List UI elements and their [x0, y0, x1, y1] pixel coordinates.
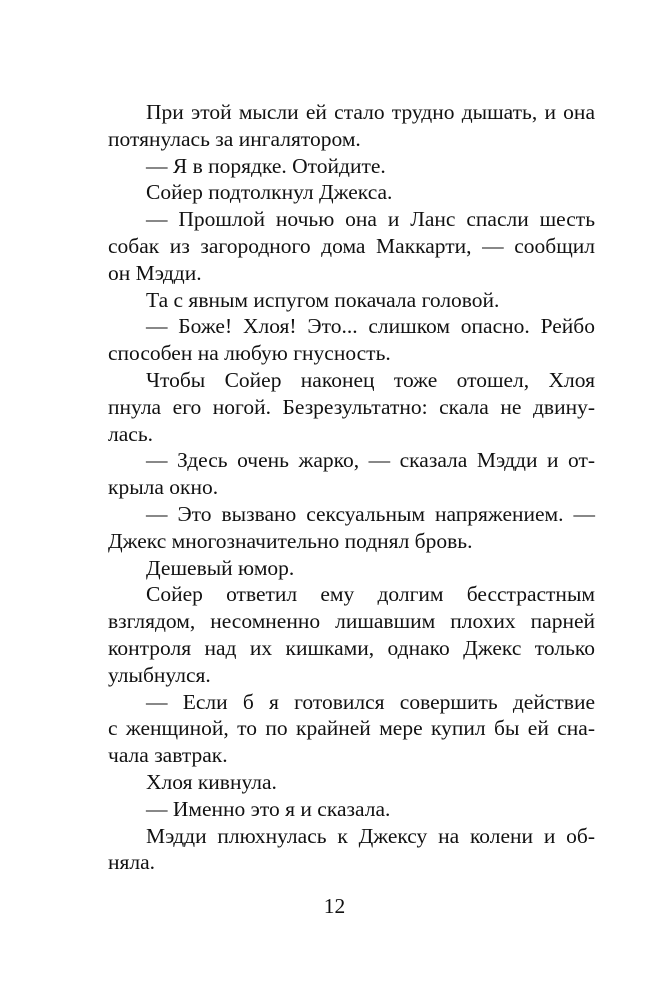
text-line: чала завтрак.	[108, 743, 228, 768]
text-line: — Боже! Хлоя! Это... слишком опасно. Рейбо	[146, 314, 595, 339]
text-line: способен на любую гнусность.	[108, 341, 391, 366]
text-line: няла.	[108, 850, 156, 875]
text-line: — Именно это я и сказала.	[146, 796, 391, 821]
text-line: потянулась за ингалятором.	[108, 126, 361, 151]
text-line: взглядом, несомненно лишавшим плохих парней	[108, 609, 595, 634]
text-line: Сойер подтолкнул Джекса.	[146, 180, 393, 205]
text-line: — Это вызвано сексуальным напряжением. —	[146, 501, 595, 526]
text-line: пнула его ногой. Безрезультатно: скала не двину-	[108, 394, 595, 419]
text-line: — Здесь очень жарко, — сказала Мэдди и от-	[146, 448, 595, 473]
text-line: — Прошлой ночью она и Ланс спасли шесть	[146, 207, 595, 232]
text-line: лась.	[108, 421, 153, 446]
text-line: — Я в порядке. Отойдите.	[146, 153, 386, 178]
page-text	[108, 99, 595, 876]
text-line: Сойер ответил ему долгим бесстрастным	[146, 582, 595, 607]
text-line: Мэдди плюхнулась к Джексу на колени и об-	[146, 823, 595, 848]
text-line: Чтобы Сойер наконец тоже отошел, Хлоя	[146, 367, 595, 392]
text-line: он Мэдди.	[108, 260, 202, 285]
text-line: Дешевый юмор.	[146, 555, 295, 580]
text-line: Джекс многозначительно поднял бровь.	[108, 528, 473, 553]
text-line: собак из загородного дома Маккарти, — сообщил	[108, 233, 595, 258]
text-line: Хлоя кивнула.	[146, 769, 277, 794]
text-line: крыла окно.	[108, 475, 219, 500]
text-line: с женщиной, то по крайней мере купил бы ей сна-	[108, 716, 595, 741]
page-number: 12	[323, 894, 346, 918]
text-line: Та с явным испугом покачала головой.	[146, 287, 500, 312]
text-line: — Если б я готовился совершить действие	[146, 689, 595, 714]
text-line: улыбнулся.	[108, 662, 211, 687]
text-line: При этой мысли ей стало трудно дышать, и она	[146, 100, 595, 124]
text-line: контроля над их кишками, однако Джекс только	[108, 635, 595, 660]
